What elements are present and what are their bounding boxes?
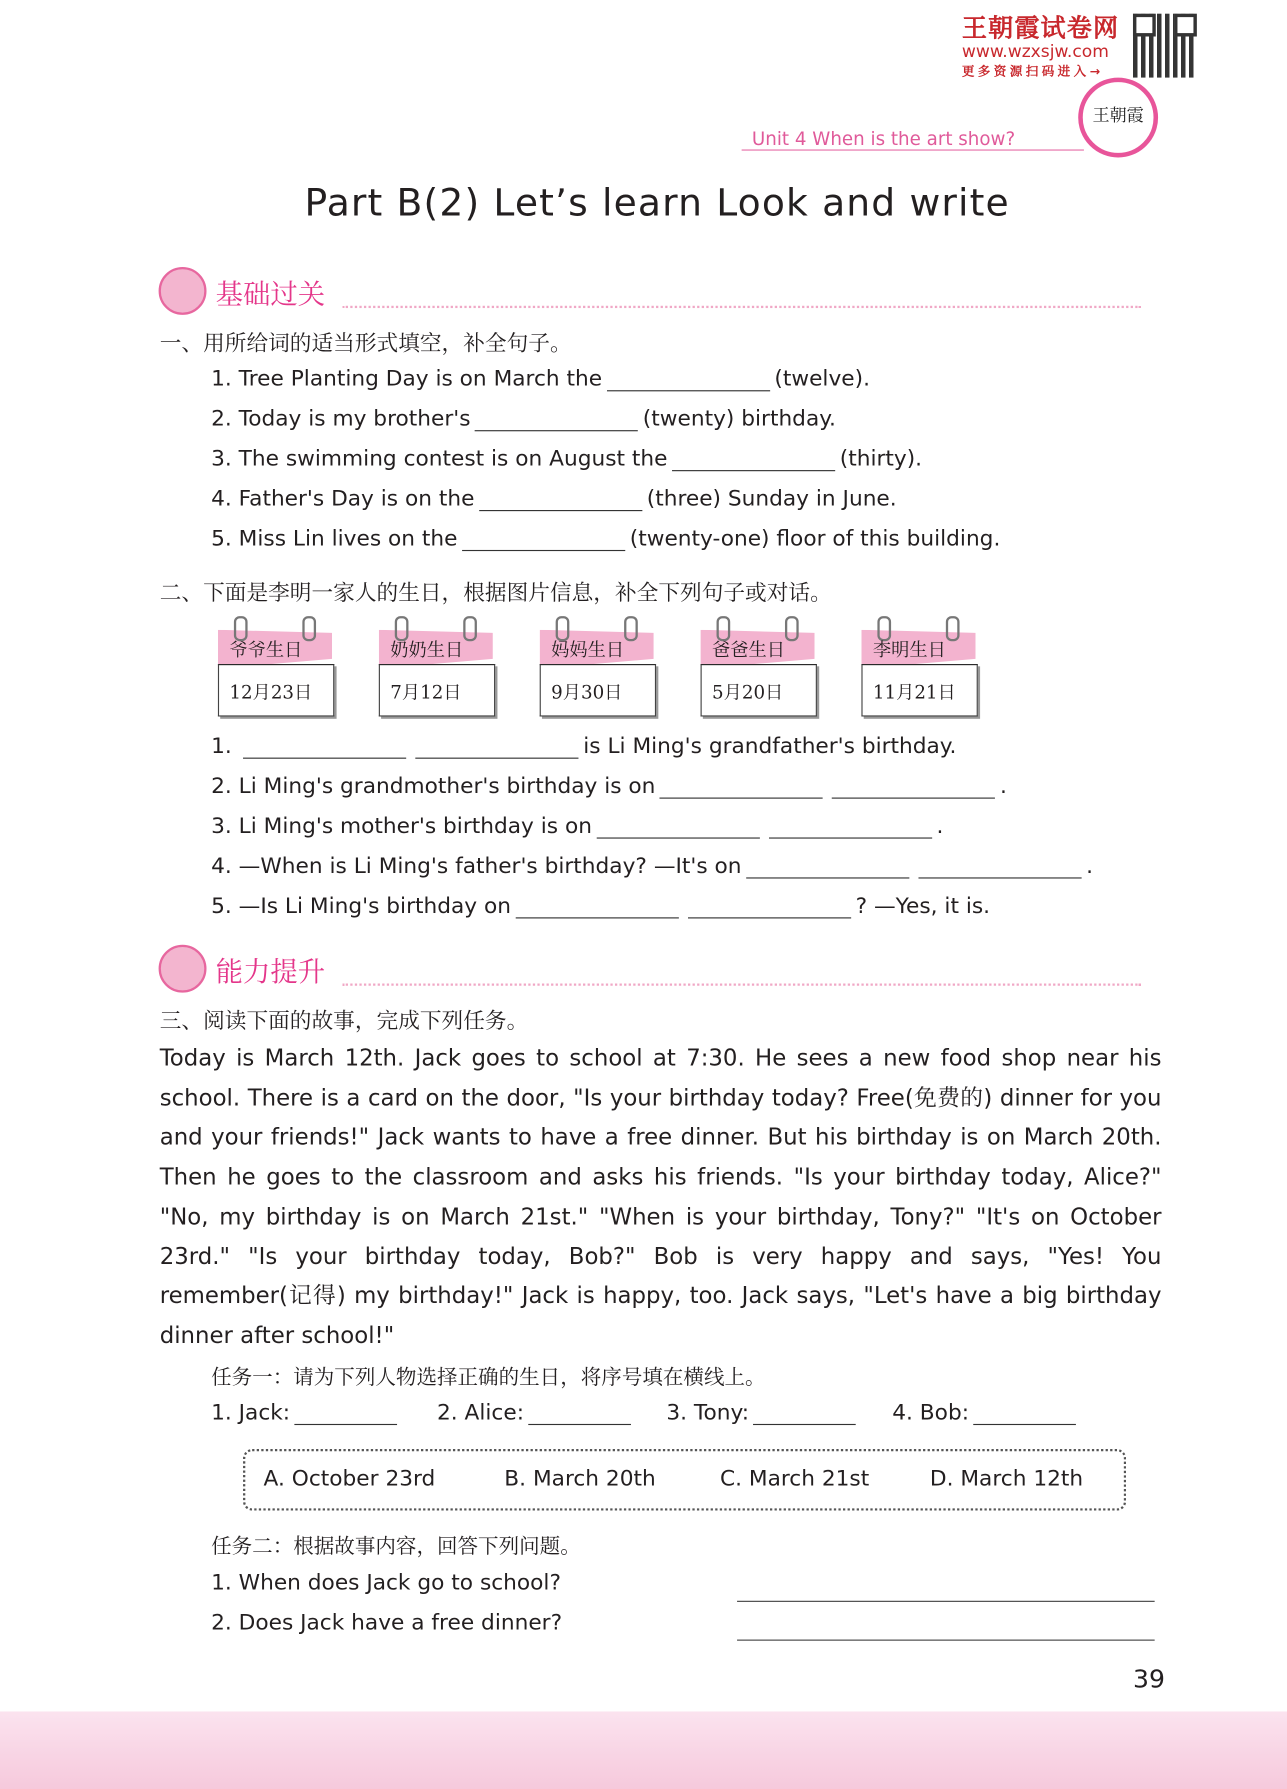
person-item xyxy=(211,1400,402,1425)
person-label: 3. Tony: xyxy=(666,1399,750,1426)
person-item xyxy=(437,1400,636,1425)
calendar-label: 爷爷生日 xyxy=(229,638,303,661)
person-item xyxy=(892,1400,1081,1425)
item-text: . xyxy=(1086,853,1094,879)
answer-blank[interactable] xyxy=(746,855,909,879)
answer-blank[interactable] xyxy=(475,407,638,431)
section-divider xyxy=(342,984,1141,986)
item-text: —Is Li Ming's birthday on xyxy=(238,893,512,919)
item-text: is Li Ming's grandfather's birthday. xyxy=(583,733,957,759)
answer-blank[interactable] xyxy=(754,1401,857,1425)
calendar-label: 李明生日 xyxy=(872,638,946,661)
option: B. March 20th xyxy=(504,1466,656,1492)
calendar-ring-icon xyxy=(302,616,316,641)
task-heading: 任务一：请为下列人物选择正确的生日，将序号填在横线上。 xyxy=(211,1365,766,1390)
calendar-date: 7月12日 xyxy=(390,681,462,703)
item-text: Today is my brother's xyxy=(238,406,471,432)
calendar-date: 12月23日 xyxy=(229,681,313,703)
question-heading: 三、阅读下面的故事，完成下列任务。 xyxy=(159,1008,529,1034)
task-heading: 任务二：根据故事内容，回答下列问题。 xyxy=(211,1534,581,1559)
item-text: (twelve). xyxy=(774,366,870,392)
fill-blank-item xyxy=(211,526,1000,551)
answer-blank[interactable] xyxy=(295,1401,398,1425)
answer-blank[interactable] xyxy=(672,447,835,471)
calendar-ring-icon xyxy=(624,616,638,641)
calendar-date: 5月20日 xyxy=(711,681,784,703)
calendar-ring-icon xyxy=(463,616,477,641)
option: C. March 21st xyxy=(719,1466,870,1492)
birthday-calendar xyxy=(379,616,493,714)
item-text: Li Ming's mother's birthday is on xyxy=(238,813,592,839)
item-text: (three) Sunday in June. xyxy=(646,486,897,512)
item-text: . xyxy=(999,773,1007,799)
question-text: 2. Does Jack have a free dinner? xyxy=(211,1609,563,1635)
answer-blank[interactable] xyxy=(688,895,851,919)
calendar-date: 11月21日 xyxy=(872,681,956,703)
question-heading: 二、下面是李明一家人的生日，根据图片信息，补全下列句子或对话。 xyxy=(159,580,832,606)
answer-blank[interactable] xyxy=(416,735,579,759)
item-number: 2. xyxy=(211,773,232,799)
qr-code-icon xyxy=(1133,14,1197,78)
fill-blank-item xyxy=(211,406,836,431)
option: A. October 23rd xyxy=(263,1466,436,1492)
options-box xyxy=(243,1449,1126,1511)
seal-logo: 王朝霞 xyxy=(1078,78,1158,158)
item-text: (twenty-one) floor of this building. xyxy=(629,525,1001,552)
fill-blank-item xyxy=(211,486,897,511)
person-label: 1. Jack: xyxy=(211,1399,291,1426)
person-label: 2. Alice: xyxy=(436,1399,525,1426)
answer-blank[interactable] xyxy=(832,775,995,799)
fill-blank-item xyxy=(211,366,870,391)
fill-blank-item xyxy=(211,446,922,471)
page-title: Part B(2) Let’s learn Look and write xyxy=(304,180,1010,225)
section-divider xyxy=(342,306,1141,308)
answer-blank[interactable] xyxy=(607,367,770,391)
item-number: 1. xyxy=(211,733,232,759)
item-number: 3. xyxy=(211,813,232,839)
birthday-calendar xyxy=(218,616,332,714)
answer-blank[interactable] xyxy=(529,1401,632,1425)
answer-blank[interactable] xyxy=(243,735,406,759)
answer-line[interactable] xyxy=(737,1640,1155,1641)
page-number: 39 xyxy=(1132,1665,1165,1695)
answer-blank[interactable] xyxy=(660,775,823,799)
unit-header: Unit 4 When is the art show? xyxy=(751,127,1016,150)
fill-blank-item xyxy=(211,774,1007,799)
calendar-ring-icon xyxy=(946,616,960,641)
footer-band xyxy=(0,1711,1287,1789)
item-number: 2. xyxy=(211,406,232,432)
fill-blank-item xyxy=(211,734,956,759)
calendar-label: 奶奶生日 xyxy=(390,638,464,661)
calendar-ring-icon xyxy=(785,616,799,641)
calendar-label: 妈妈生日 xyxy=(551,638,625,661)
item-text: ? —Yes, it is. xyxy=(855,893,991,919)
fill-blank-item xyxy=(211,853,1093,878)
item-text: (thirty). xyxy=(839,446,923,472)
section-title: 能力提升 xyxy=(215,956,326,989)
item-number: 1. xyxy=(211,366,232,392)
item-text: Tree Planting Day is on March the xyxy=(238,366,603,392)
person-item xyxy=(666,1400,861,1425)
answer-blank[interactable] xyxy=(769,815,932,839)
section-title: 基础过关 xyxy=(215,278,326,311)
item-text: Li Ming's grandmother's birthday is on xyxy=(238,773,656,799)
item-text: Miss Lin lives on the xyxy=(238,525,458,552)
answer-blank[interactable] xyxy=(597,815,760,839)
item-number: 5. xyxy=(211,893,232,919)
question-heading: 一、用所给词的适当形式填空，补全句子。 xyxy=(159,330,572,356)
answer-line[interactable] xyxy=(737,1601,1155,1602)
answer-blank[interactable] xyxy=(918,855,1081,879)
fill-blank-item xyxy=(211,893,990,918)
header-divider xyxy=(742,149,1084,150)
answer-blank[interactable] xyxy=(462,527,625,551)
question-text: 1. When does Jack go to school? xyxy=(211,1569,561,1596)
item-text: . xyxy=(936,813,944,839)
answer-blank[interactable] xyxy=(479,487,642,511)
calendar-label: 爸爸生日 xyxy=(711,638,785,661)
item-number: 4. xyxy=(211,486,232,512)
item-text: (twenty) birthday. xyxy=(642,406,836,432)
section-avatar-icon xyxy=(159,267,207,315)
reading-passage: Today is March 12th. Jack goes to school at 7:30. He sees a new food shop near his school. There is a card on the door, "Is your birthday today? Free(免费的) dinner for you and your friends!" Jack wants to have a free dinner. But his birthday is on March 20th. Then he goes to the classroom and asks his friends. "Is your birthday today, Alice?" "No, my birthday is on March 21st." "When is your birthday, Tony?" "It's on October 23rd." "Is your birthday today, Bob?" Bob is very happy and says, "Yes! You remember(记得) my birthday!" Jack is happy, too. Jack says, "Let's have a big birthday dinner after school!" xyxy=(159,1043,1162,1349)
brand-url: www.wzxsjw.com xyxy=(961,41,1109,62)
section-avatar-icon xyxy=(159,945,207,993)
item-text: —When is Li Ming's father's birthday? —It's on xyxy=(238,853,742,879)
fill-blank-item xyxy=(211,814,943,839)
birthday-calendar xyxy=(701,616,815,714)
item-number: 4. xyxy=(211,853,232,879)
item-number: 3. xyxy=(211,446,232,472)
item-text: The swimming contest is on August the xyxy=(238,446,668,472)
person-label: 4. Bob: xyxy=(892,1399,970,1426)
answer-blank[interactable] xyxy=(974,1401,1077,1425)
calendar-date: 9月30日 xyxy=(551,681,623,703)
item-number: 5. xyxy=(211,525,232,552)
birthday-calendar xyxy=(540,616,654,714)
answer-blank[interactable] xyxy=(516,895,679,919)
item-text: Father's Day is on the xyxy=(238,486,475,512)
birthday-calendar xyxy=(861,616,975,714)
brand-logo-text: 王朝霞试卷网 xyxy=(961,14,1120,44)
option: D. March 12th xyxy=(929,1466,1084,1492)
brand-more: 更多资源扫码进入→ xyxy=(961,63,1104,79)
